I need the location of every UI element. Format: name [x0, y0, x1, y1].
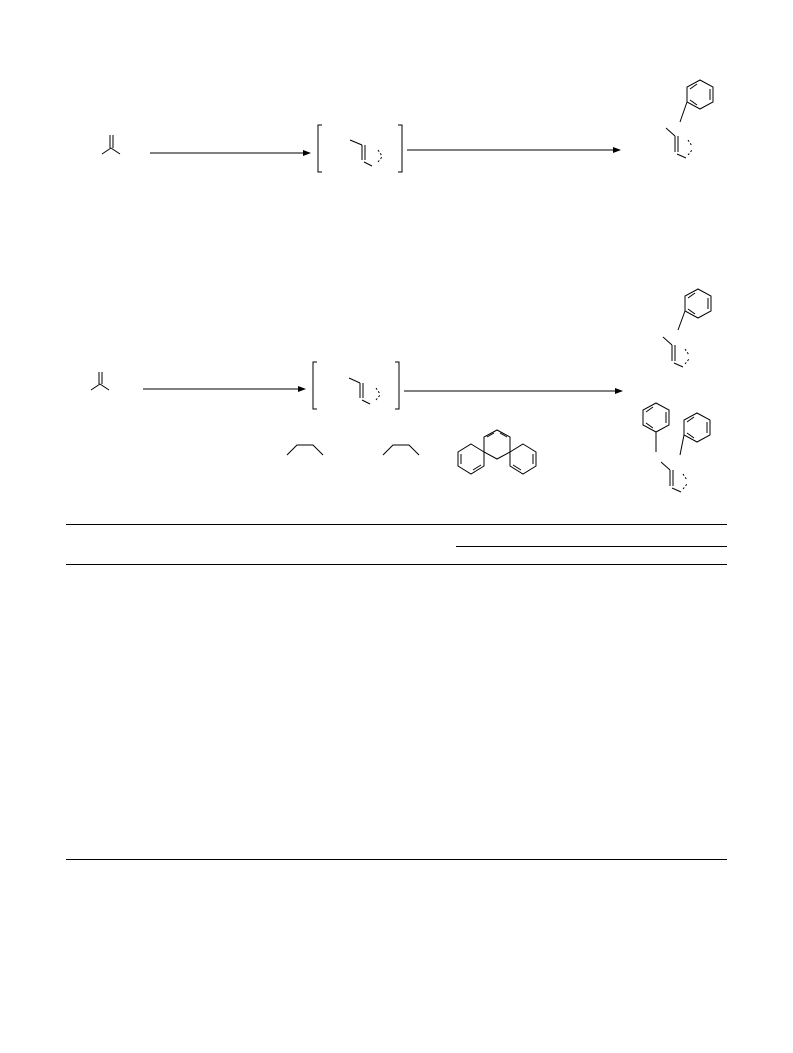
table-header-rule [66, 564, 727, 565]
alkyl-fragment [287, 445, 323, 455]
scheme-1 [102, 80, 713, 172]
ketone-structure [91, 372, 109, 390]
phenanthroline-structure [458, 430, 536, 474]
alkyl-fragment [383, 445, 419, 455]
n-phenyl-product [666, 80, 713, 158]
scheme-2 [91, 289, 711, 492]
table-subheader-rule [456, 546, 727, 547]
intermediate-bracket [318, 125, 402, 172]
table-bottom-rule [66, 859, 727, 860]
intermediate-bracket [313, 362, 399, 409]
diaryl-product [643, 403, 710, 492]
n-phenyl-product [663, 289, 711, 367]
table-top-rule [66, 524, 727, 525]
ketone-structure [102, 135, 120, 154]
